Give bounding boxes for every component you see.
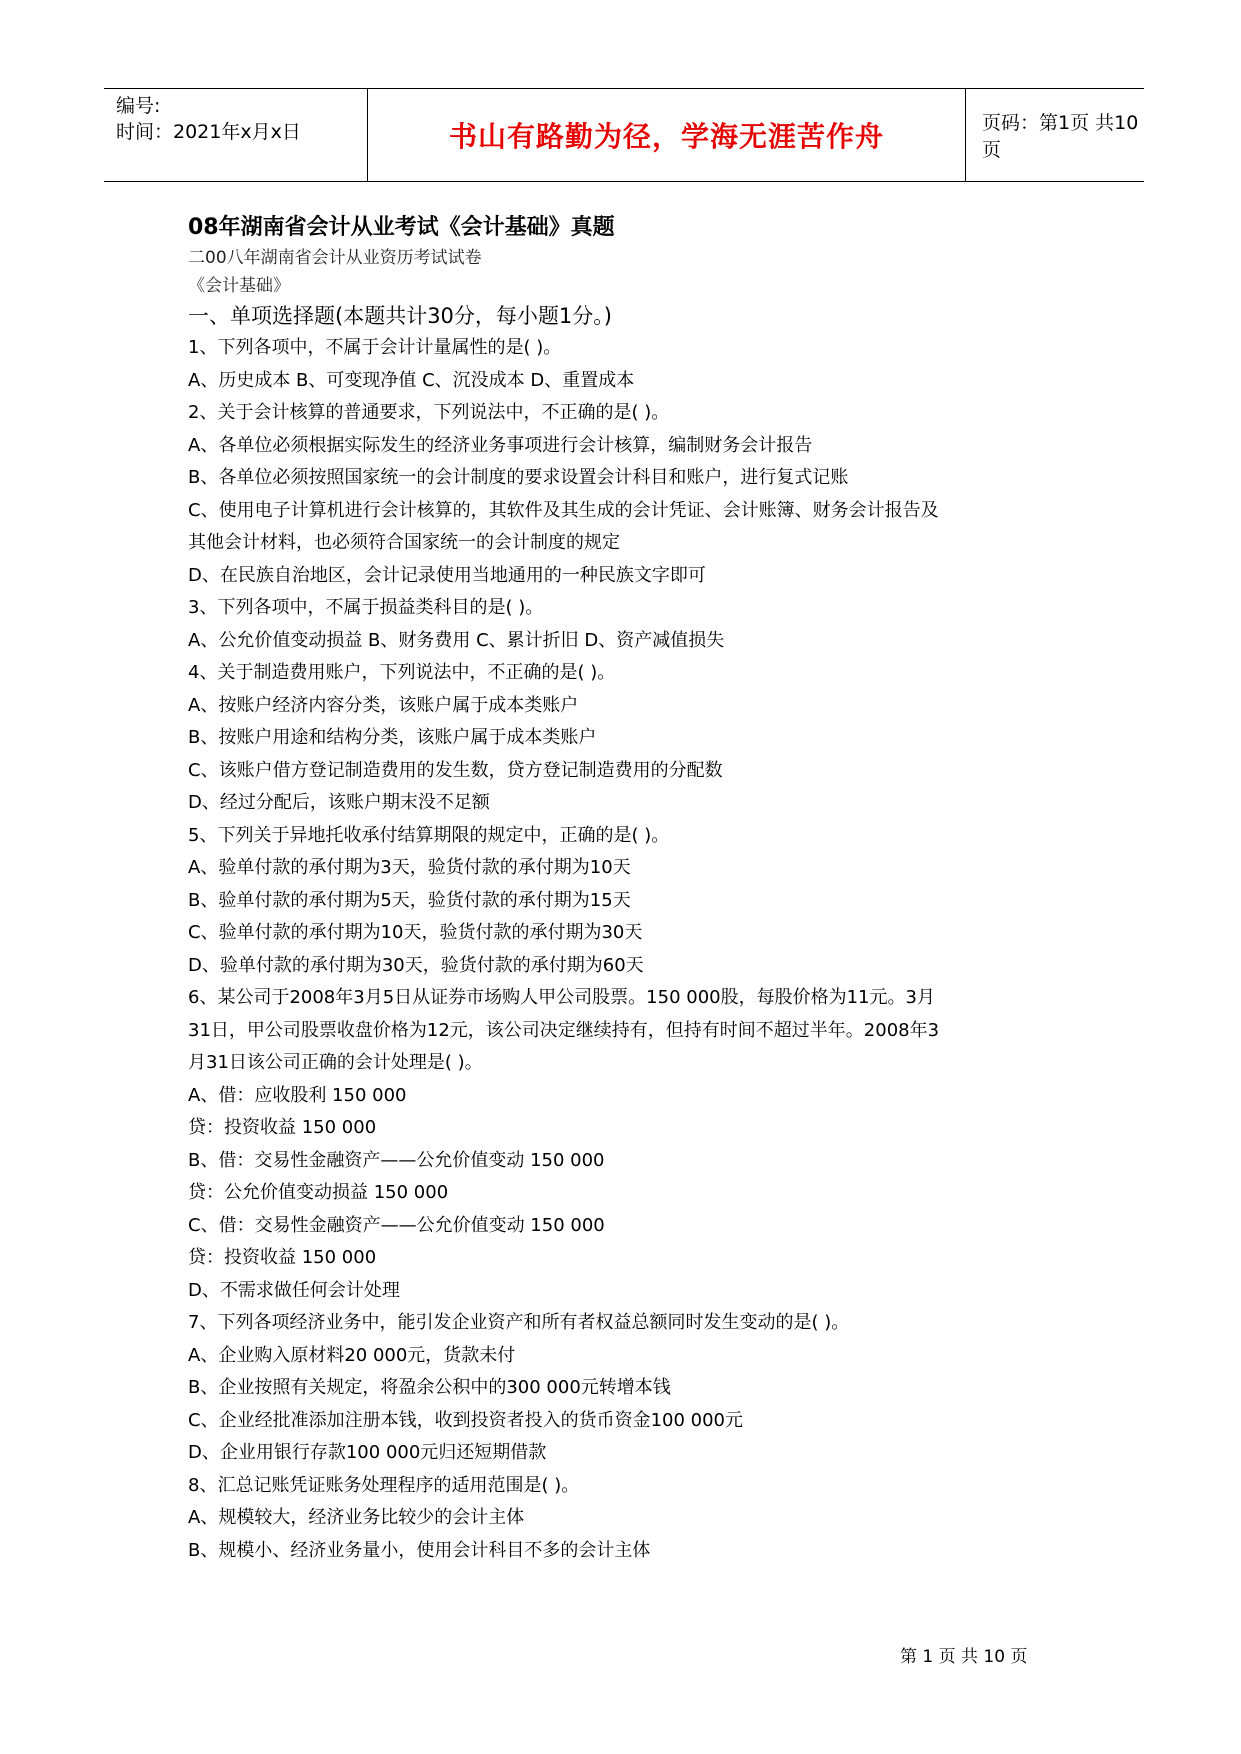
question-line: 6、某公司于2008年3月5日从证券市场购人甲公司股票。150 000股，每股价格为11元。3月 — [188, 987, 935, 1008]
page-footer — [900, 1642, 1027, 1667]
option-line: C、该账户借方登记制造费用的发生数，贷方登记制造费用的分配数 — [188, 759, 723, 781]
question-line: 31日，甲公司股票收盘价格为12元，该公司决定继续持有，但持有时间不超过半年。2008年3 — [188, 1019, 940, 1041]
footer-page-number: 第 1 页 共 10 页 — [900, 1647, 1028, 1667]
option-line: 贷：投资收益 150 000 — [188, 1247, 377, 1268]
option-line: B、验单付款的承付期为5天，验货付款的承付期为15天 — [188, 889, 631, 911]
option-line: D、在民族自治地区，会计记录使用当地通用的一种民族文字即可 — [188, 564, 706, 586]
document-title: 08年湖南省会计从业考试《会计基础》真题 — [188, 215, 615, 240]
option-line: 贷：公允价值变动损益 150 000 — [188, 1182, 449, 1203]
option-line: 其他会计材料，也必须符合国家统一的会计制度的规定 — [188, 532, 620, 553]
header-meta — [104, 89, 368, 181]
option-line: C、使用电子计算机进行会计核算的，其软件及其生成的会计凭证、会计账簿、财务会计报告及 — [188, 499, 939, 521]
option-line: B、规模小、经济业务量小，使用会计科目不多的会计主体 — [188, 1539, 651, 1561]
document-body — [188, 212, 1068, 1567]
option-line: D、企业用银行存款100 000元归还短期借款 — [188, 1442, 547, 1463]
option-line: A、规模较大，经济业务比较少的会计主体 — [188, 1507, 525, 1528]
option-line: B、借：交易性金融资产——公允价值变动 150 000 — [188, 1149, 605, 1171]
header-page-cell — [966, 89, 1144, 181]
document-time-label: 时间：2021年x月x日 — [116, 121, 301, 143]
option-line: C、借：交易性金融资产——公允价值变动 150 000 — [188, 1214, 605, 1236]
option-line: D、不需求做任何会计处理 — [188, 1279, 400, 1301]
option-line: D、验单付款的承付期为30天，验货付款的承付期为60天 — [188, 954, 644, 976]
header-slogan-cell — [368, 89, 966, 181]
option-line: B、各单位必须按照国家统一的会计制度的要求设置会计科目和账户，进行复式记账 — [188, 467, 849, 488]
option-line: A、公允价值变动损益 B、财务费用 C、累计折旧 D、资产减值损失 — [188, 629, 725, 651]
header-slogan: 书山有路勤为径，学海无涯苦作舟 — [448, 120, 884, 153]
option-line: A、验单付款的承付期为3天，验货付款的承付期为10天 — [188, 857, 631, 878]
question-line: 1、下列各项中，不属于会计计量属性的是( )。 — [188, 337, 562, 358]
option-line: B、企业按照有关规定，将盈余公积中的300 000元转增本钱 — [188, 1377, 671, 1398]
option-line: A、各单位必须根据实际发生的经济业务事项进行会计核算，编制财务会计报告 — [188, 434, 813, 456]
question-line: 5、下列关于异地托收承付结算期限的规定中，正确的是( )。 — [188, 824, 670, 846]
option-line: 贷：投资收益 150 000 — [188, 1117, 377, 1138]
question-line: 月31日该公司正确的会计处理是( )。 — [188, 1052, 483, 1073]
header-page-label: 页码：第1页 共10页 — [982, 112, 1139, 161]
exam-subtitle: 二00八年湖南省会计从业资历考试试卷 — [188, 248, 482, 268]
question-line: 2、关于会计核算的普通要求，下列说法中，不正确的是( )。 — [188, 402, 670, 423]
option-line: A、借：应收股利 150 000 — [188, 1084, 407, 1106]
section-heading: 一、单项选择题(本题共计30分，每小题1分。) — [188, 304, 612, 328]
option-line: A、历史成本 B、可变现净值 C、沉没成本 D、重置成本 — [188, 369, 635, 391]
option-line: C、验单付款的承付期为10天，验货付款的承付期为30天 — [188, 922, 643, 943]
question-line: 7、下列各项经济业务中，能引发企业资产和所有者权益总额同时发生变动的是( )。 — [188, 1312, 850, 1333]
option-line: A、按账户经济内容分类，该账户属于成本类账户 — [188, 694, 579, 716]
option-line: B、按账户用途和结构分类，该账户属于成本类账户 — [188, 727, 597, 748]
option-line: C、企业经批准添加注册本钱，收到投资者投入的货币资金100 000元 — [188, 1409, 744, 1431]
document-number-label: 编号: — [116, 95, 161, 117]
question-line: 8、汇总记账凭证账务处理程序的适用范围是( )。 — [188, 1474, 580, 1496]
question-line: 3、下列各项中，不属于损益类科目的是( )。 — [188, 597, 544, 618]
option-line: D、经过分配后，该账户期末没不足额 — [188, 792, 490, 813]
subject-subtitle: 《会计基础》 — [188, 276, 290, 296]
option-line: A、企业购入原材料20 000元，货款未付 — [188, 1344, 516, 1366]
page-header — [104, 88, 1144, 182]
question-line: 4、关于制造费用账户，下列说法中，不正确的是( )。 — [188, 662, 616, 683]
